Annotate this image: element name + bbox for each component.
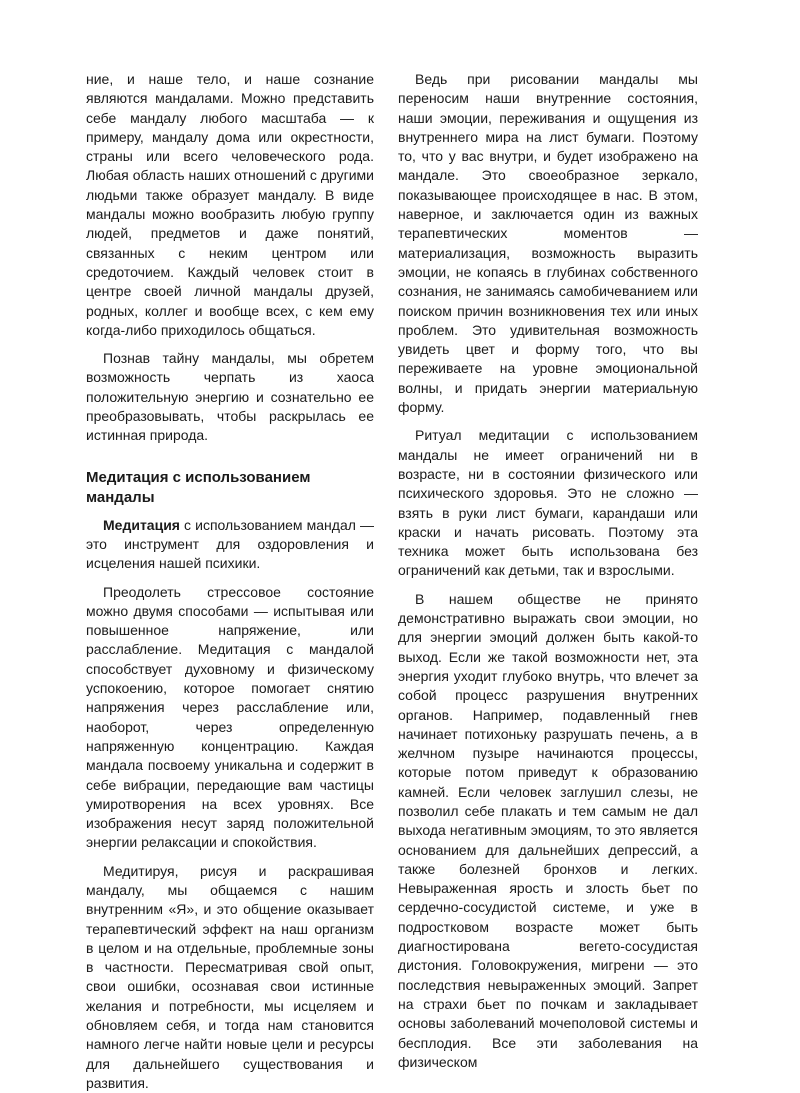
paragraph: Ведь при рисовании мандалы мы переносим наши внутренние состояния, наши эмоции, переживания и ощущения из внутреннего мира на лист бумаги. Поэтому то, что у вас внутри, и будет изображено на мандале. Это своеобразное зеркало, показывающее происходящее в нас. В этом, наверное, и заключается один из важных терапевтических моментов — материализация, возможность выразить эмоции, не копаясь в глубинах собственного сознания, не занимаясь самобичеванием или поиском причин возникновения тех или иных проблем. Это удивительная возможность увидеть цвет и форму того, что вы переживаете на уровне эмоциональной волны, и придать энергии материальную форму. xyxy=(398,71,698,416)
paragraph xyxy=(86,516,374,574)
paragraph: В нашем обществе не принято демонстративно выражать свои эмоции, но для энергии эмоций должен быть какой-то выход. Если же такой возможности нет, эта энергия уходит глубоко внутрь, что влечет за собой процесс разрушения внутренних органов. Например, подавленный гнев начинает потихоньку разрушать печень, а в желчном пузыре начинаются процессы, которые потом приведут к образованию камней. Если человек заглушил слезы, не позволил себе плакать и тем самым не дал выхода негативным эмоциям, то это является основанием для дальнейших депрессий, а также болезней бронхов и легких. Невыраженная ярость и злость бьет по сердечно-сосудистой системе, и уже в подростковом возрасте может быть диагностирована вегето-сосудистая дистония. Головокружения, мигрени — это последствия невыраженных эмоций. Запрет на страхи бьет по почкам и закладывает основы заболеваний мочеполовой системы и бесплодия. Все эти заболевания на физическом xyxy=(398,590,698,1070)
left-column xyxy=(86,70,374,1093)
right-column xyxy=(398,70,698,1072)
paragraph-text: с использованием мандал — это инструмент для оздоровления и исцеления нашей психики. xyxy=(86,516,374,572)
section-heading: Медитация с использованием мандалы xyxy=(86,468,311,506)
paragraph: Познав тайну мандалы, мы обретем возможность черпать из хаоса положительную энергию и сознательно ее преобразовывать, чтобы раскрылась ее истинная природа. xyxy=(86,350,374,444)
paragraph: Медитируя, рисуя и раскрашивая мандалу, мы общаемся с нашим внутренним «Я», и это общение оказывает терапевтический эффект на наш организм в целом и на отдельные, проблемные зоны в частности. Пересматривая свой опыт, свои ошибки, осознавая свои истинные желания и потребности, мы исцеляем и обновляем себя, и тогда нам становится намного легче найти новые цели и ресурсы для дальнейшего существования и развития. xyxy=(86,862,374,1091)
bold-term: Медитация xyxy=(103,516,180,533)
paragraph: ние, и наше тело, и наше сознание являются мандалами. Можно представить себе мандалу любого масштаба — к примеру, мандалу дома или окрестности, страны или всего человеческого рода. Любая область наших отношений с другими людьми также образует мандалу. В виде мандалы можно вообразить любую группу людей, предметов и даже понятий, связанных с неким центром или средоточием. Каждый человек стоит в центре своей личной мандалы друзей, родных, коллег и вообще всех, с кем ему когда-либо приходилось общаться. xyxy=(86,71,374,338)
paragraph: Ритуал медитации с использованием мандалы не имеет ограничений ни в возрасте, ни в состоянии физического или психического здоровья. Это не сложно — взять в руки лист бумаги, карандаши или краски и начать рисовать. Поэтому эта техника может быть использована без ограничений как детьми, так и взрослыми. xyxy=(398,427,698,579)
paragraph: Преодолеть стрессовое состояние можно двумя способами — испытывая или повышенное напряжение, или расслабление. Медитация с мандалой способствует духовному и физическому успокоению, которое помогает снятию напряжения через расслабление или, наоборот, через определенную напряженную концентрацию. Каждая мандала посвоему уникальна и содержит в себе вибрации, передающие вам частицы умиротворения на всех уровнях. Все изображения несут заряд положительной энергии релаксации и спокойствия. xyxy=(86,583,374,851)
